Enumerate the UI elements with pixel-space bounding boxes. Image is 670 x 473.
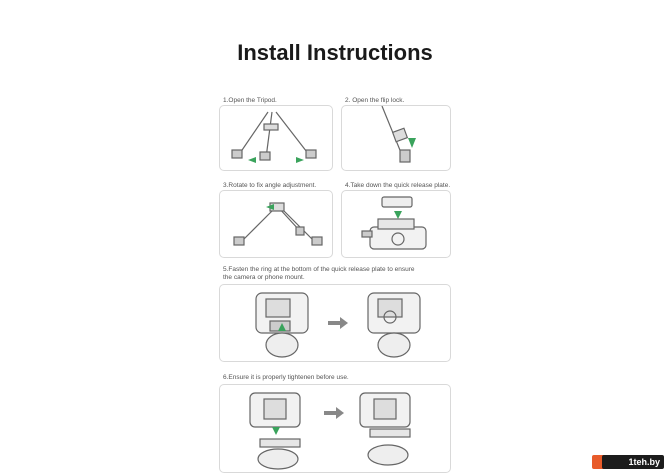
step-1-caption: 1.Open the Tripod. <box>223 97 277 104</box>
step-4-illustration <box>341 190 451 258</box>
step-2-caption: 2. Open the flip lock. <box>345 97 405 104</box>
step-4-caption: 4.Take down the quick release plate. <box>345 182 451 189</box>
step-6-illustration <box>219 384 451 473</box>
step-5-illustration <box>219 284 451 362</box>
page-title: Install Instructions <box>237 40 433 65</box>
step-3-illustration <box>219 190 333 258</box>
step-2-illustration <box>341 105 451 171</box>
step-6-caption: 6.Ensure it is properly tightenen before use. <box>223 374 349 381</box>
watermark-text: 1teh.by <box>628 457 660 467</box>
step-1-illustration <box>219 105 333 171</box>
step-3-caption: 3.Rotate to fix angle adjustment. <box>223 182 317 189</box>
step-5-caption: 5.Fasten the ring at the bottom of the quick release plate to ensure the camera or phone mount. <box>223 266 415 281</box>
